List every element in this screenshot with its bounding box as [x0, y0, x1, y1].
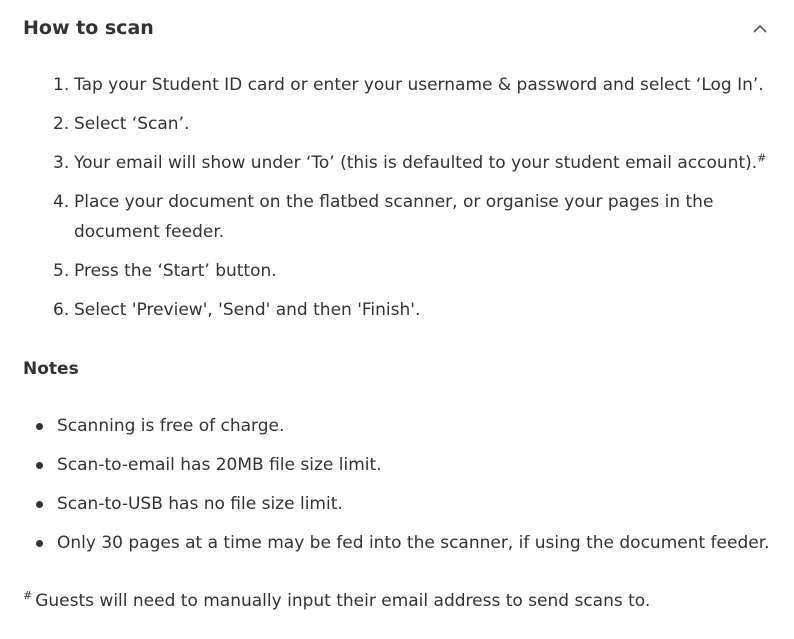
note-text: Only 30 pages at a time may be fed into the scanner, if using the document feeder. [57, 533, 770, 553]
notes-heading: Notes [23, 359, 79, 379]
step-text: Select ‘Scan’. [74, 114, 190, 134]
step-number: 3. [53, 153, 70, 173]
step-text: Select 'Preview', 'Send' and then 'Finish'. [74, 300, 421, 320]
note-item [23, 450, 783, 480]
step-item [23, 187, 773, 247]
step-item [23, 148, 773, 178]
step-text: Your email will show under ‘To’ (this is defaulted to your student email account). [74, 153, 758, 173]
step-item [23, 256, 773, 286]
footnote-marker: # [23, 589, 33, 603]
accordion-header[interactable] [23, 12, 771, 44]
note-text: Scan-to-email has 20MB file size limit. [57, 455, 382, 475]
footnote [23, 586, 650, 616]
note-text: Scan-to-USB has no file size limit. [57, 494, 343, 514]
step-number: 5. [53, 261, 70, 281]
step-number: 1. [53, 75, 70, 95]
bullet-icon [36, 501, 43, 508]
note-item [23, 411, 783, 441]
step-item [23, 295, 773, 325]
footnote-text: Guests will need to manually input their email address to send scans to. [35, 591, 651, 611]
step-text: Place your document on the flatbed scanner, or organise your pages in the document feeder. [74, 192, 714, 242]
footnote-marker: # [757, 151, 767, 165]
collapse-toggle[interactable] [749, 17, 771, 39]
chevron-up-icon [753, 24, 767, 33]
step-item [23, 70, 773, 100]
note-item [23, 489, 783, 519]
step-number: 2. [53, 114, 70, 134]
steps-list [23, 70, 773, 334]
step-text: Tap your Student ID card or enter your username & password and select ‘Log In’. [74, 75, 764, 95]
notes-list [23, 411, 783, 567]
bullet-icon [36, 423, 43, 430]
step-number: 6. [53, 300, 70, 320]
note-text: Scanning is free of charge. [57, 416, 285, 436]
section-title: How to scan [23, 17, 154, 39]
bullet-icon [36, 540, 43, 547]
step-item [23, 109, 773, 139]
step-text: Press the ‘Start’ button. [74, 261, 277, 281]
step-number: 4. [53, 192, 70, 212]
note-item [23, 528, 783, 558]
bullet-icon [36, 462, 43, 469]
